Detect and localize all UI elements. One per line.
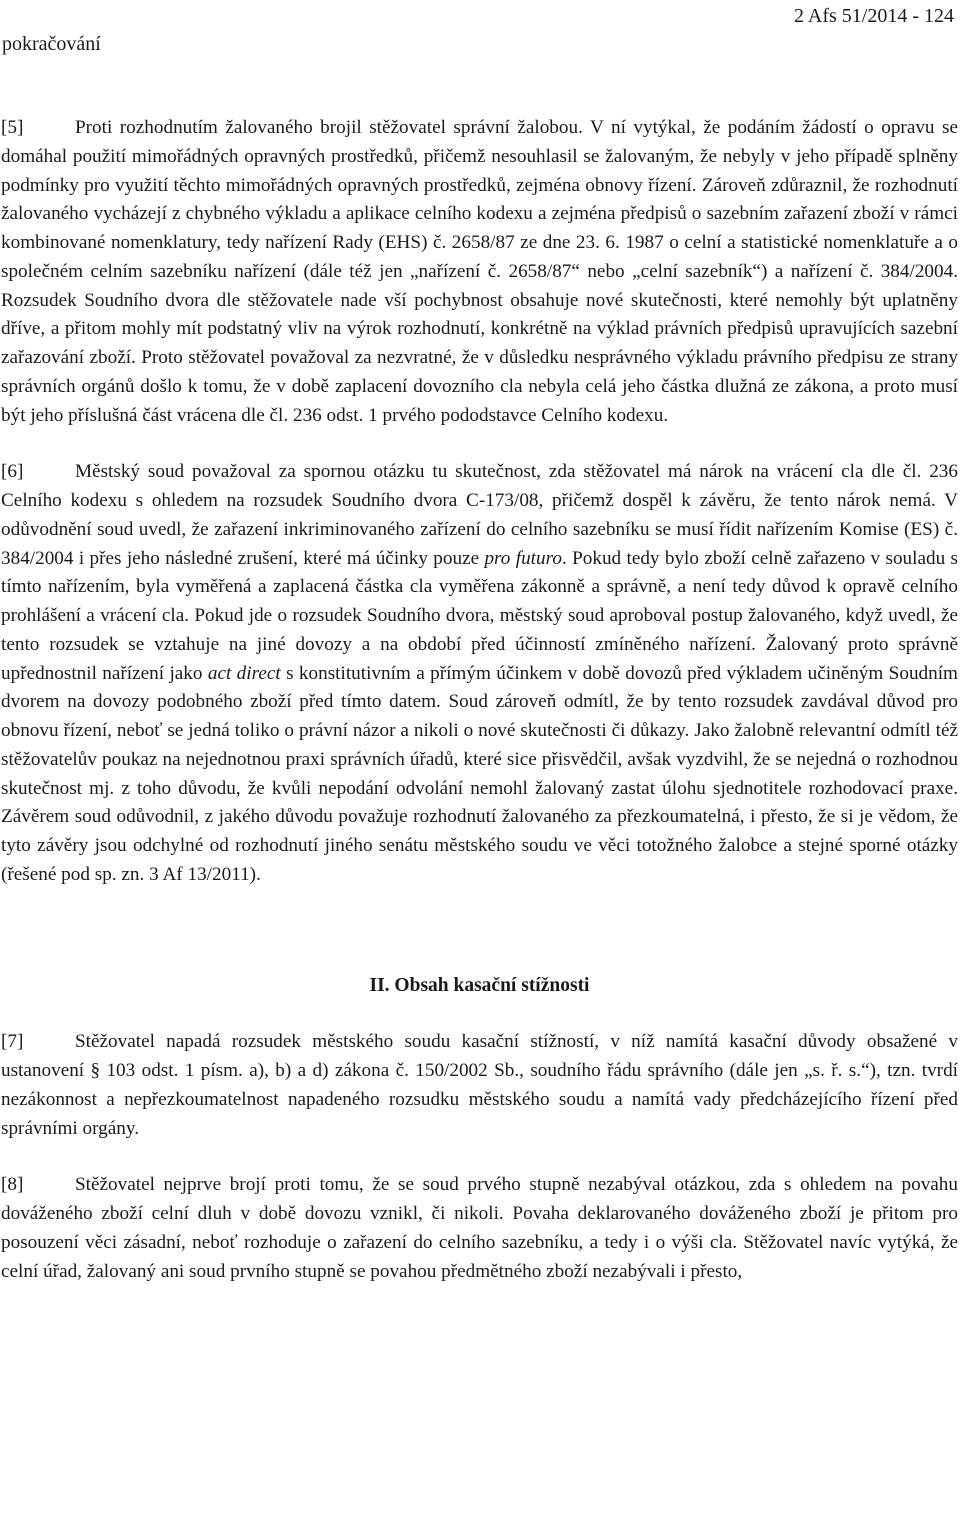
paragraph-5 bbox=[1, 114, 958, 430]
paragraph-8 bbox=[1, 1171, 958, 1286]
paragraph-text: Stěžovatel nejprve brojí proti tomu, že se soud prvého stupně nezabýval otázkou, zda s ohledem na povahu dováženého zboží celní dluh v době dovozu vznikl, či nikoli. Povaha deklarovaného dováženého zboží je přitom pro posouzení věci zásadní, neboť rozhoduje o zařazení do celního sazebníku, a tedy i o výši cla. Stěžovatel navíc vytýká, že celní úřad, žalovaný ani soud prvního stupně se povahou předmětného zboží nezabývali i přesto, bbox=[1, 1174, 958, 1282]
italic-term: act direct bbox=[207, 662, 281, 684]
paragraph-text: Stěžovatel napadá rozsudek městského soudu kasační stížností, v níž namítá kasační důvody obsažené v ustanovení § 103 odst. 1 písm. a), b) a d) zákona č. 150/2002 Sb., soudního řádu správního (dále jen „s. ř. s.“), tzn. tvrdí nezákonnost a nepřezkoumatelnost napadeného rozsudku městského soudu a namítá vady předcházejícího řízení před správními orgány. bbox=[1, 1031, 958, 1139]
section-heading: II. Obsah kasační stížnosti bbox=[369, 974, 590, 996]
paragraph-text: Proti rozhodnutím žalovaného brojil stěžovatel správní žalobou. V ní vytýkal, že podáním žádostí o opravu se domáhal použití mimořádných opravných prostředků, přičemž nesouhlasil se žalovaným, že nebyly v jeho případě splněny podmínky pro využití těchto mimořádných opravných prostředků, zejména obnovy řízení. Zároveň zdůraznil, že rozhodnutí žalovaného vycházejí z chybného výkladu a aplikace celního kodexu a zejména předpisů o sazebním zařazení zboží v rámci kombinované nomenklatury, tedy nařízení Rady (EHS) č. 2658/87 ze dne 23. 6. 1987 o celní a statistické nomenklatuře a o společném celním sazebníku nařízení (dále též jen „nařízení č. 2658/87“ nebo „celní sazebník“) a nařízení č. 384/2004. Rozsudek Soudního dvora dle stěžovatele nade vší pochybnost obsahuje nové skutečnosti, které nemohly být uplatněny dříve, a přitom mohly mít podstatný vliv na výrok rozhodnutí, konkrétně na výklad právních předpisů upravujících sazební zařazování zboží. Proto stěžovatel považoval za nezvratné, že v důsledku nesprávného výkladu právního předpisu ze strany správních orgánů došlo k tomu, že v době zaplacení dovozního cla nebyla celá jeho částka dlužná ze zákona, a proto musí být jeho příslušná část vrácena dle čl. 236 odst. 1 prvého pododstavce Celního kodexu. bbox=[1, 117, 958, 426]
paragraph-6 bbox=[1, 458, 958, 889]
header-case-number: 2 Afs 51/2014 - 124 bbox=[794, 5, 954, 27]
paragraph-number: [8] bbox=[1, 1174, 24, 1196]
paragraph-number: [6] bbox=[1, 461, 24, 483]
header-continuation: pokračování bbox=[2, 33, 101, 55]
paragraph-7 bbox=[1, 1028, 958, 1143]
italic-term: pro futuro bbox=[484, 547, 562, 569]
paragraph-text: Městský soud považoval za spornou otázku tu skutečnost, zda stěžovatel má nárok na vrácení cla dle čl. 236 Celního kodexu s ohledem na rozsudek Soudního dvora C-173/08, přičemž dospěl k závěru, že tento nárok nemá. V odůvodnění soud uvedl, že zařazení inkriminovaného zařízení do celního sazebníku se musí řídit nařízením Komise (ES) č. 384/2004 i přes jeho následné zrušení, které má účinky pouze bbox=[1, 461, 958, 569]
paragraph-text: s konstitutivním a přímým účinkem v době dovozů před výkladem učiněným Soudním dvorem na dovozy podobného zboží před tímto datem. Soud zároveň odmítl, že by tento rozsudek zavdával důvod pro obnovu řízení, neboť se jedná toliko o právní názor a nikoli o nové skutečnosti či důkazy. Jako žalobně relevantní odmítl též stěžovatelův poukaz na nejednotnou praxi správních úřadů, které sice přisvědčil, avšak vyzdvihl, že se nejedná o rozhodnou skutečnost mj. z toho důvodu, že kvůli nepodání odvolání nemohl žalovaný zastat úlohu sjednotitele rozhodovací praxe. Závěrem soud odůvodnil, z jakého důvodu považuje rozhodnutí žalovaného za přezkoumatelná, i přesto, že si je vědom, že tyto závěry jsou odchylné od rozhodnutí jiného senátu městského soudu ve věci totožného žalobce a stejné sporné otázky (řešené pod sp. zn. 3 Af 13/2011). bbox=[1, 662, 958, 885]
paragraph-text: . Pokud tedy bylo zboží celně zařazeno v souladu s tímto nařízením, byla vyměřená a zaplacená částka cla vyměřena zákonně a správně, a není tedy důvod k opravě celního prohlášení a vrácení cla. Pokud jde o rozsudek Soudního dvora, městský soud aproboval postup žalovaného, když uvedl, že tento rozsudek se vztahuje na jiné dovozy a na období před účinností zmíněného nařízení. Žalovaný proto správně upřednostnil nařízení jako bbox=[1, 547, 958, 684]
paragraph-number: [5] bbox=[1, 117, 24, 138]
paragraph-number: [7] bbox=[1, 1031, 24, 1053]
page-header bbox=[1, 0, 958, 60]
